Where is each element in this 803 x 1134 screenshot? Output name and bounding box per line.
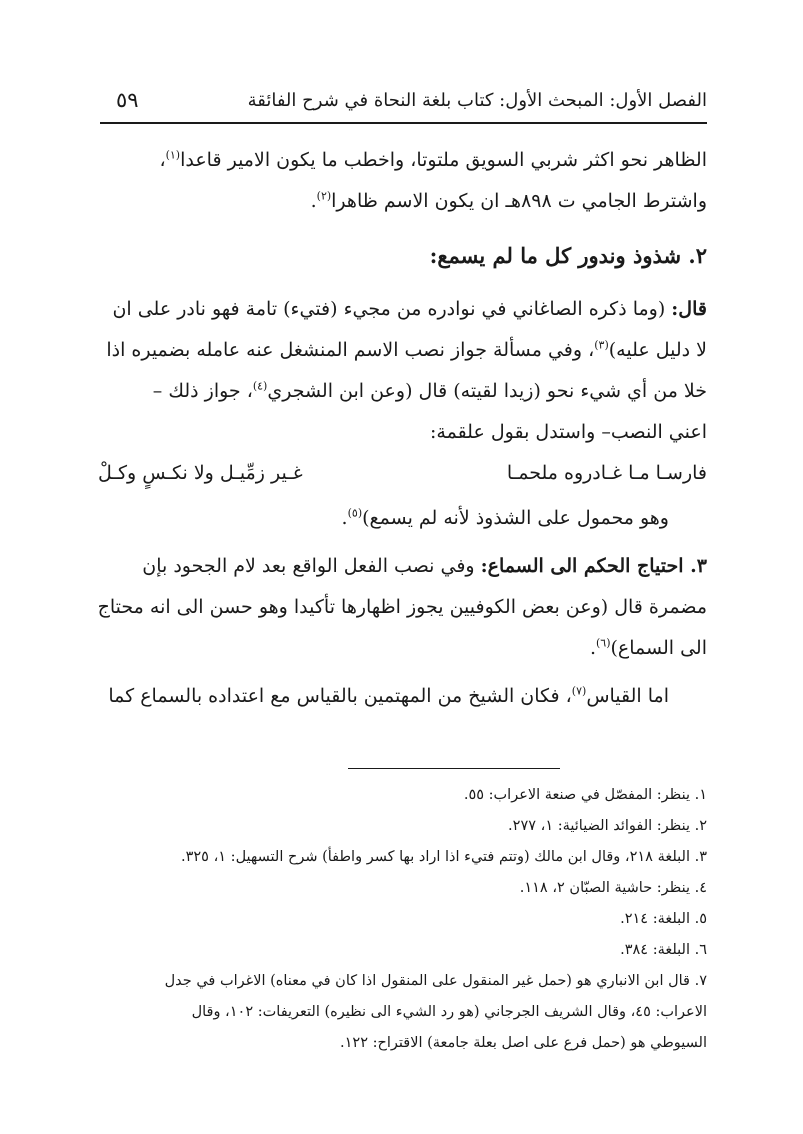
footnote: ٣. البلغة ٢١٨، وقال ابن مالك (وتتم فتيء اذا اراد بها كسر واطفأ) شرح التسهيل: ١، ٣٢٥. <box>181 849 707 865</box>
footnote: ٦. البلغة: ٣٨٤. <box>620 942 707 958</box>
footnote: ١. ينظر: المفصّل في صنعة الاعراب: ٥٥. <box>463 787 707 803</box>
page-number: ٥٩ <box>116 88 139 112</box>
footnote: ٢. ينظر: الفوائد الضيائية: ١، ٢٧٧. <box>508 818 707 834</box>
text-run: ، جواز ذلك – <box>152 380 253 402</box>
text-run: (وما ذكره الصاغاني في نوادره من مجيء (فتيء) تامة فهو نادر على ان <box>112 298 672 320</box>
text-run: لا دليل عليه) <box>608 339 707 361</box>
text-run: وهو محمول على الشذوذ لأنه لم يسمع) <box>362 507 669 529</box>
text-run: اعني النصب– واستدل بقول علقمة: <box>430 421 707 443</box>
text-line <box>98 181 707 222</box>
paragraph-2 <box>98 289 707 539</box>
footnote-continuation: السيوطي هو (حمل فرع على اصل بعلة جامعة) الاقتراح: ١٢٢. <box>340 1035 707 1051</box>
verse-second-hemistich: غـير زمِّيـل ولا نكـسٍ وكـلْ <box>98 462 303 484</box>
text-run: ، <box>159 149 166 171</box>
text-run: اما القياس <box>586 685 669 707</box>
footnote: ٧. قال ابن الانباري هو (حمل غير المنقول على المنقول اذا كان في معناه) الاغراب في جدل <box>164 973 707 989</box>
text-run: الظاهر نحو اكثر شربي السويق ملتوتا، واخطب ما يكون الامير قاعدا <box>180 149 707 171</box>
footnote: ٥. البلغة: ٢١٤. <box>620 911 707 927</box>
body-text <box>98 140 707 724</box>
text-line <box>98 289 707 330</box>
page-header <box>100 84 707 124</box>
text-line <box>98 546 707 587</box>
footnote-ref: (٢) <box>316 189 332 203</box>
text-run: . <box>310 190 317 212</box>
footnote-separator <box>348 768 560 769</box>
text-line <box>98 140 707 181</box>
text-line <box>98 498 707 539</box>
footnote-ref: (١) <box>165 148 181 162</box>
footnote-ref: (٦) <box>596 636 611 650</box>
paragraph-3 <box>98 546 707 669</box>
section-heading-2: ٢. شذوذ وندور كل ما لم يسمع: <box>429 243 707 268</box>
footnotes <box>98 780 707 1059</box>
footnote-ref: (٤) <box>252 379 268 393</box>
footnote-ref: (٧) <box>571 684 587 698</box>
text-line <box>98 412 707 453</box>
poetry-verse <box>98 453 707 494</box>
text-run: ، وفي مسألة جواز نصب الاسم المنشغل عنه عامله بضميره اذا <box>106 339 595 361</box>
text-run: مضمرة قال (وعن بعض الكوفيين يجوز اظهارها تأكيدا وهو حسن الى انه محتاج <box>97 596 707 618</box>
text-line <box>98 628 707 669</box>
paragraph-4 <box>98 676 707 717</box>
footnote-continuation: الاعراب: ٤٥، وقال الشريف الجرجاني (هو رد الشيء الى نظيره) التعريفات: ١٠٢، وقال <box>191 1004 707 1020</box>
paragraph-1 <box>98 140 707 222</box>
label-qal: قال: <box>671 298 707 320</box>
text-line <box>98 676 707 717</box>
text-run: ، فكان الشيخ من المهتمين بالقياس مع اعتداده بالسماع كما <box>108 685 572 707</box>
text-line <box>98 587 707 628</box>
text-run: . <box>341 507 348 529</box>
footnote-ref: (٣) <box>594 338 609 352</box>
text-line <box>98 330 707 371</box>
text-run: خلا من أي شيء نحو (زيدا لقيته) قال (وعن ابن الشجري <box>267 380 707 402</box>
footnote-ref: (٥) <box>347 506 363 520</box>
verse-first-hemistich: فارسـا مـا غـادروه ملحمـا <box>506 462 707 484</box>
running-title: الفصل الأول: المبحث الأول: كتاب بلغة النحاة في شرح الفائقة <box>247 90 707 111</box>
text-line <box>98 371 707 412</box>
footnote: ٤. ينظر: حاشية الصبّان ٢، ١١٨. <box>519 880 707 896</box>
section-heading-3: ٣. احتياج الحكم الى السماع: <box>480 555 707 577</box>
text-run: واشترط الجامي ت ٨٩٨هـ ان يكون الاسم ظاهرا <box>331 190 707 212</box>
text-run: وفي نصب الفعل الواقع بعد لام الجحود بإن <box>142 555 481 577</box>
text-run: الى السماع) <box>610 637 707 659</box>
text-run: . <box>589 637 596 659</box>
